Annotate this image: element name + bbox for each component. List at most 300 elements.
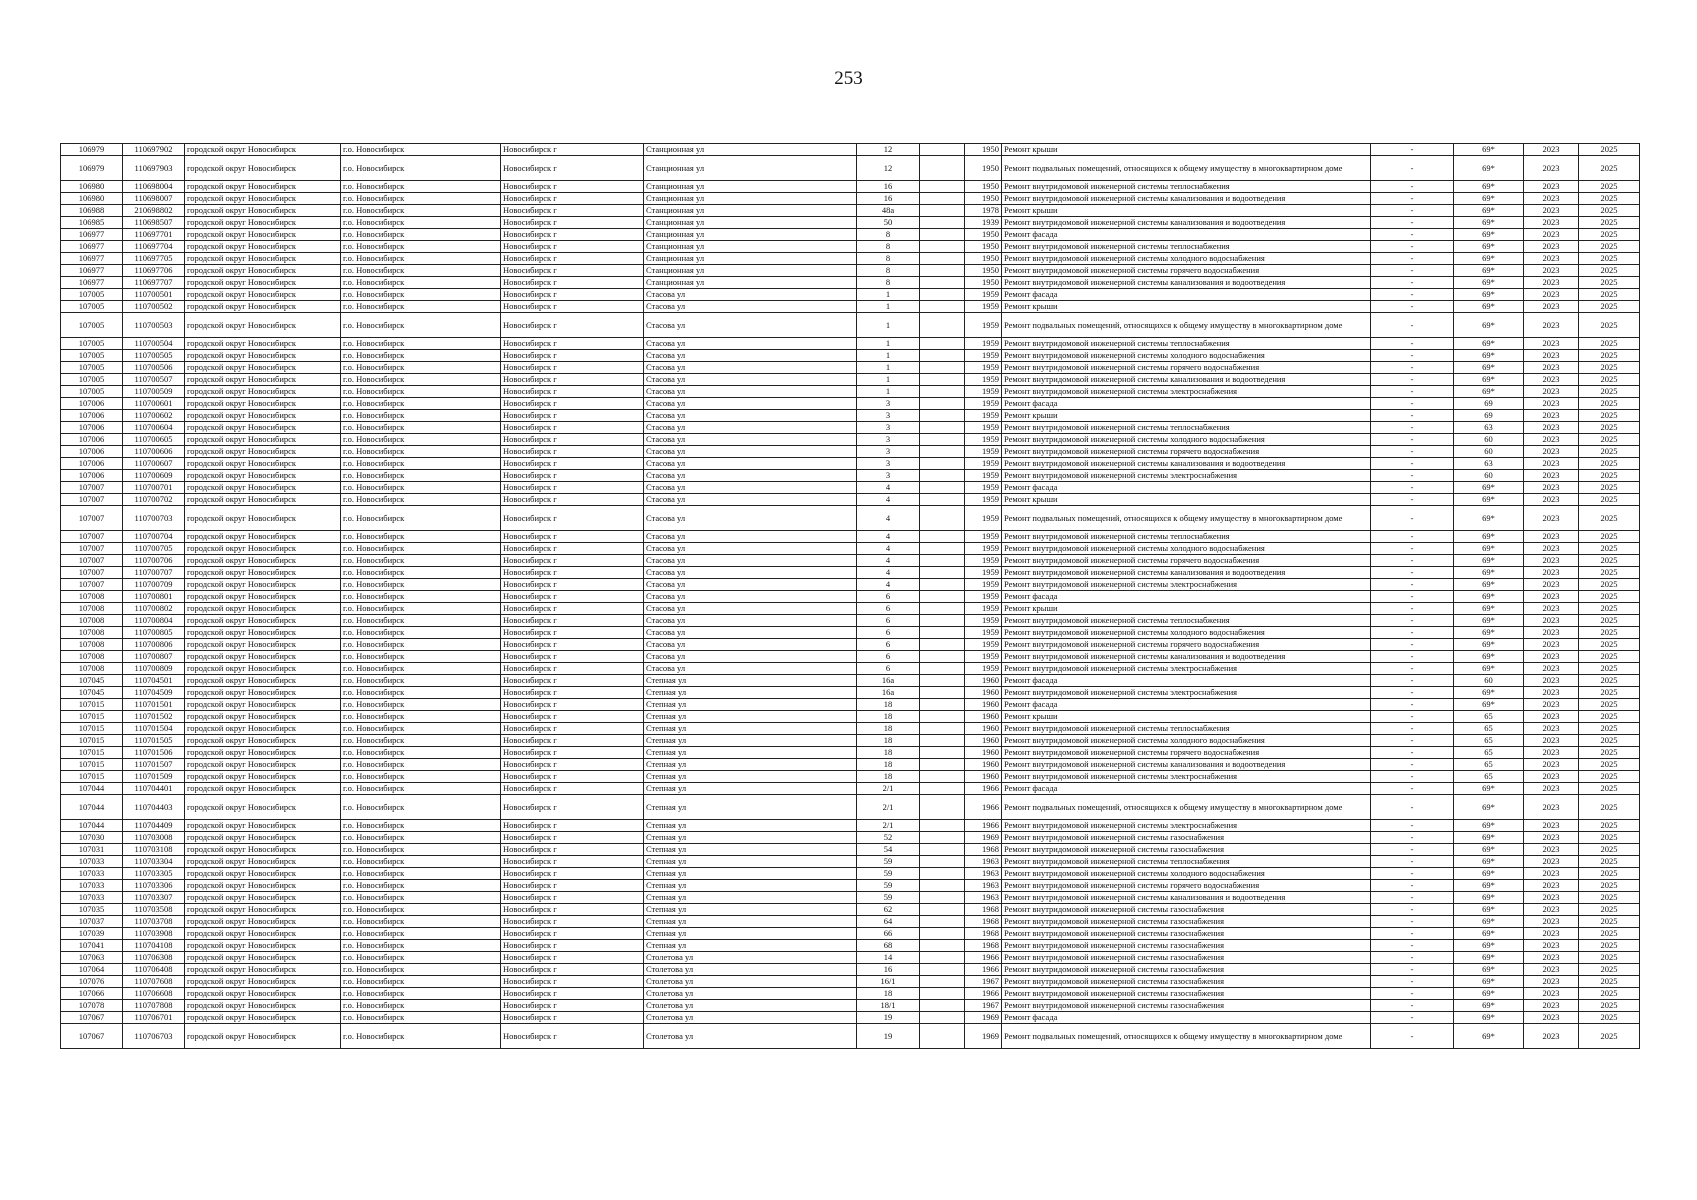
district-cell: городской округ Новосибирск [185,868,341,880]
district-cell: городской округ Новосибирск [185,386,341,398]
house-id-cell: 107007 [61,567,123,579]
street-cell: Стасова ул [644,651,857,663]
settlement-cell: г.о. Новосибирск [341,494,501,506]
end-year-cell: 2025 [1579,362,1640,374]
district-cell: городской округ Новосибирск [185,470,341,482]
building-cell [920,350,965,362]
district-cell: городской округ Новосибирск [185,916,341,928]
table-row [61,675,1640,687]
house-id-cell: 107007 [61,543,123,555]
district-cell: городской округ Новосибирск [185,567,341,579]
street-cell: Степная ул [644,892,857,904]
end-year-cell: 2025 [1579,1024,1640,1049]
start-year-cell: 2023 [1524,916,1579,928]
street-cell: Стасова ул [644,470,857,482]
start-year-cell: 2023 [1524,289,1579,301]
table-row [61,386,1640,398]
city-cell: Новосибирск г [501,663,644,675]
start-year-cell: 2023 [1524,434,1579,446]
table-row [61,711,1640,723]
end-year-cell: 2025 [1579,350,1640,362]
settlement-cell: г.о. Новосибирск [341,446,501,458]
start-year-cell: 2023 [1524,675,1579,687]
end-year-cell: 2025 [1579,494,1640,506]
city-cell: Новосибирск г [501,410,644,422]
house-id-cell: 107067 [61,1024,123,1049]
house-number-cell: 3 [857,410,920,422]
table-row [61,928,1640,940]
cost-cell: 69* [1454,832,1524,844]
table-row [61,506,1640,531]
start-year-cell: 2023 [1524,868,1579,880]
building-cell [920,229,965,241]
building-cell [920,193,965,205]
house-number-cell: 18 [857,759,920,771]
start-year-cell: 2023 [1524,1000,1579,1012]
end-year-cell: 2025 [1579,470,1640,482]
house-number-cell: 50 [857,217,920,229]
flag-cell: - [1371,759,1454,771]
house-number-cell: 2/1 [857,820,920,832]
work-type-cell: Ремонт фасада [1002,675,1371,687]
street-cell: Стасова ул [644,543,857,555]
flag-cell: - [1371,277,1454,289]
end-year-cell: 2025 [1579,422,1640,434]
street-cell: Стасова ул [644,494,857,506]
house-id-cell: 107006 [61,458,123,470]
city-cell: Новосибирск г [501,470,644,482]
house-id-cell: 107076 [61,976,123,988]
build-year-cell: 1959 [965,639,1002,651]
city-cell: Новосибирск г [501,844,644,856]
district-cell: городской округ Новосибирск [185,506,341,531]
table-row [61,735,1640,747]
work-code-cell: 110697706 [123,265,185,277]
street-cell: Столетова ул [644,1024,857,1049]
start-year-cell: 2023 [1524,555,1579,567]
building-cell [920,771,965,783]
cost-cell: 69* [1454,892,1524,904]
build-year-cell: 1968 [965,940,1002,952]
work-type-cell: Ремонт внутридомовой инженерной системы электроснабжения [1002,771,1371,783]
end-year-cell: 2025 [1579,458,1640,470]
start-year-cell: 2023 [1524,362,1579,374]
flag-cell: - [1371,952,1454,964]
flag-cell: - [1371,506,1454,531]
work-type-cell: Ремонт крыши [1002,711,1371,723]
flag-cell: - [1371,338,1454,350]
house-number-cell: 64 [857,916,920,928]
street-cell: Степная ул [644,880,857,892]
building-cell [920,253,965,265]
work-code-cell: 110704409 [123,820,185,832]
work-code-cell: 110701505 [123,735,185,747]
house-id-cell: 107007 [61,531,123,543]
house-id-cell: 107045 [61,687,123,699]
building-cell [920,181,965,193]
street-cell: Стасова ул [644,301,857,313]
house-number-cell: 16/1 [857,976,920,988]
table-row [61,434,1640,446]
building-cell [920,277,965,289]
settlement-cell: г.о. Новосибирск [341,892,501,904]
flag-cell: - [1371,723,1454,735]
end-year-cell: 2025 [1579,289,1640,301]
house-id-cell: 107037 [61,916,123,928]
cost-cell: 69* [1454,362,1524,374]
district-cell: городской округ Новосибирск [185,579,341,591]
table-row [61,555,1640,567]
end-year-cell: 2025 [1579,928,1640,940]
building-cell [920,892,965,904]
house-id-cell: 106979 [61,156,123,181]
end-year-cell: 2025 [1579,723,1640,735]
building-cell [920,988,965,1000]
end-year-cell: 2025 [1579,434,1640,446]
end-year-cell: 2025 [1579,988,1640,1000]
cost-cell: 69* [1454,627,1524,639]
cost-cell: 69* [1454,494,1524,506]
flag-cell: - [1371,494,1454,506]
work-code-cell: 110697902 [123,144,185,156]
settlement-cell: г.о. Новосибирск [341,506,501,531]
flag-cell: - [1371,422,1454,434]
start-year-cell: 2023 [1524,711,1579,723]
building-cell [920,916,965,928]
work-code-cell: 110703307 [123,892,185,904]
house-id-cell: 107007 [61,579,123,591]
street-cell: Станционная ул [644,193,857,205]
cost-cell: 69* [1454,289,1524,301]
start-year-cell: 2023 [1524,265,1579,277]
work-code-cell: 110700701 [123,482,185,494]
flag-cell: - [1371,362,1454,374]
start-year-cell: 2023 [1524,856,1579,868]
street-cell: Стасова ул [644,579,857,591]
settlement-cell: г.о. Новосибирск [341,988,501,1000]
table-row [61,362,1640,374]
building-cell [920,289,965,301]
end-year-cell: 2025 [1579,205,1640,217]
house-number-cell: 62 [857,904,920,916]
settlement-cell: г.о. Новосибирск [341,350,501,362]
house-number-cell: 3 [857,470,920,482]
flag-cell: - [1371,988,1454,1000]
cost-cell: 63 [1454,458,1524,470]
settlement-cell: г.о. Новосибирск [341,362,501,374]
house-number-cell: 59 [857,892,920,904]
street-cell: Стасова ул [644,458,857,470]
city-cell: Новосибирск г [501,651,644,663]
house-number-cell: 6 [857,627,920,639]
build-year-cell: 1959 [965,362,1002,374]
building-cell [920,506,965,531]
work-code-cell: 110706408 [123,964,185,976]
work-code-cell: 110703305 [123,868,185,880]
settlement-cell: г.о. Новосибирск [341,531,501,543]
work-type-cell: Ремонт внутридомовой инженерной системы газоснабжения [1002,916,1371,928]
cost-cell: 69* [1454,277,1524,289]
building-cell [920,940,965,952]
end-year-cell: 2025 [1579,338,1640,350]
city-cell: Новосибирск г [501,494,644,506]
building-cell [920,1024,965,1049]
cost-cell: 69* [1454,928,1524,940]
start-year-cell: 2023 [1524,156,1579,181]
house-number-cell: 1 [857,301,920,313]
house-id-cell: 107008 [61,615,123,627]
street-cell: Степная ул [644,916,857,928]
flag-cell: - [1371,687,1454,699]
work-type-cell: Ремонт внутридомовой инженерной системы теплоснабжения [1002,531,1371,543]
table-row [61,759,1640,771]
district-cell: городской округ Новосибирск [185,904,341,916]
build-year-cell: 1967 [965,1000,1002,1012]
flag-cell: - [1371,301,1454,313]
work-type-cell: Ремонт внутридомовой инженерной системы газоснабжения [1002,928,1371,940]
build-year-cell: 1959 [965,555,1002,567]
cost-cell: 69* [1454,639,1524,651]
city-cell: Новосибирск г [501,976,644,988]
end-year-cell: 2025 [1579,603,1640,615]
street-cell: Степная ул [644,783,857,795]
street-cell: Стасова ул [644,591,857,603]
flag-cell: - [1371,434,1454,446]
start-year-cell: 2023 [1524,964,1579,976]
flag-cell: - [1371,916,1454,928]
settlement-cell: г.о. Новосибирск [341,904,501,916]
building-cell [920,976,965,988]
city-cell: Новосибирск г [501,591,644,603]
work-code-cell: 110700704 [123,531,185,543]
table-row [61,229,1640,241]
work-code-cell: 110700702 [123,494,185,506]
cost-cell: 69* [1454,482,1524,494]
settlement-cell: г.о. Новосибирск [341,868,501,880]
work-code-cell: 110698004 [123,181,185,193]
start-year-cell: 2023 [1524,771,1579,783]
settlement-cell: г.о. Новосибирск [341,856,501,868]
work-code-cell: 110704403 [123,795,185,820]
work-type-cell: Ремонт подвальных помещений, относящихся к общему имуществу в многоквартирном доме [1002,156,1371,181]
settlement-cell: г.о. Новосибирск [341,663,501,675]
start-year-cell: 2023 [1524,1024,1579,1049]
settlement-cell: г.о. Новосибирск [341,627,501,639]
house-number-cell: 4 [857,494,920,506]
build-year-cell: 1950 [965,241,1002,253]
city-cell: Новосибирск г [501,458,644,470]
house-id-cell: 107005 [61,362,123,374]
table-row [61,482,1640,494]
house-number-cell: 16а [857,675,920,687]
house-number-cell: 1 [857,338,920,350]
start-year-cell: 2023 [1524,928,1579,940]
start-year-cell: 2023 [1524,892,1579,904]
work-code-cell: 110700602 [123,410,185,422]
house-id-cell: 107008 [61,627,123,639]
street-cell: Степная ул [644,735,857,747]
flag-cell: - [1371,217,1454,229]
house-number-cell: 6 [857,663,920,675]
street-cell: Стасова ул [644,446,857,458]
cost-cell: 69* [1454,241,1524,253]
build-year-cell: 1959 [965,386,1002,398]
building-cell [920,663,965,675]
work-type-cell: Ремонт фасада [1002,699,1371,711]
build-year-cell: 1966 [965,988,1002,1000]
work-type-cell: Ремонт фасада [1002,591,1371,603]
house-number-cell: 16а [857,687,920,699]
flag-cell: - [1371,675,1454,687]
start-year-cell: 2023 [1524,639,1579,651]
start-year-cell: 2023 [1524,663,1579,675]
work-type-cell: Ремонт внутридомовой инженерной системы холодного водоснабжения [1002,868,1371,880]
flag-cell: - [1371,446,1454,458]
build-year-cell: 1959 [965,482,1002,494]
city-cell: Новосибирск г [501,771,644,783]
table-row [61,856,1640,868]
flag-cell: - [1371,229,1454,241]
end-year-cell: 2025 [1579,699,1640,711]
end-year-cell: 2025 [1579,482,1640,494]
settlement-cell: г.о. Новосибирск [341,205,501,217]
end-year-cell: 2025 [1579,687,1640,699]
work-type-cell: Ремонт внутридомовой инженерной системы теплоснабжения [1002,723,1371,735]
house-id-cell: 107066 [61,988,123,1000]
start-year-cell: 2023 [1524,482,1579,494]
district-cell: городской округ Новосибирск [185,735,341,747]
start-year-cell: 2023 [1524,567,1579,579]
house-id-cell: 107015 [61,735,123,747]
build-year-cell: 1959 [965,338,1002,350]
start-year-cell: 2023 [1524,338,1579,350]
settlement-cell: г.о. Новосибирск [341,771,501,783]
repair-schedule-table [60,143,1640,1049]
flag-cell: - [1371,567,1454,579]
table-row [61,531,1640,543]
end-year-cell: 2025 [1579,976,1640,988]
district-cell: городской округ Новосибирск [185,856,341,868]
cost-cell: 69* [1454,916,1524,928]
house-id-cell: 107005 [61,313,123,338]
settlement-cell: г.о. Новосибирск [341,567,501,579]
cost-cell: 65 [1454,771,1524,783]
work-type-cell: Ремонт внутридомовой инженерной системы холодного водоснабжения [1002,627,1371,639]
cost-cell: 60 [1454,434,1524,446]
house-id-cell: 107007 [61,506,123,531]
end-year-cell: 2025 [1579,783,1640,795]
house-id-cell: 107007 [61,482,123,494]
cost-cell: 69* [1454,952,1524,964]
start-year-cell: 2023 [1524,531,1579,543]
build-year-cell: 1969 [965,1012,1002,1024]
settlement-cell: г.о. Новосибирск [341,940,501,952]
table-row [61,567,1640,579]
building-cell [920,362,965,374]
work-type-cell: Ремонт внутридомовой инженерной системы холодного водоснабжения [1002,350,1371,362]
house-number-cell: 59 [857,868,920,880]
build-year-cell: 1963 [965,892,1002,904]
work-type-cell: Ремонт внутридомовой инженерной системы газоснабжения [1002,964,1371,976]
settlement-cell: г.о. Новосибирск [341,241,501,253]
settlement-cell: г.о. Новосибирск [341,591,501,603]
work-type-cell: Ремонт внутридомовой инженерной системы теплоснабжения [1002,338,1371,350]
house-id-cell: 107033 [61,892,123,904]
cost-cell: 69 [1454,398,1524,410]
house-number-cell: 52 [857,832,920,844]
work-type-cell: Ремонт подвальных помещений, относящихся к общему имуществу в многоквартирном доме [1002,1024,1371,1049]
building-cell [920,856,965,868]
table-row [61,639,1640,651]
work-type-cell: Ремонт крыши [1002,144,1371,156]
settlement-cell: г.о. Новосибирск [341,820,501,832]
house-number-cell: 2/1 [857,783,920,795]
flag-cell: - [1371,868,1454,880]
cost-cell: 69* [1454,253,1524,265]
work-code-cell: 110700703 [123,506,185,531]
house-number-cell: 1 [857,289,920,301]
build-year-cell: 1950 [965,193,1002,205]
house-number-cell: 2/1 [857,795,920,820]
build-year-cell: 1959 [965,301,1002,313]
work-type-cell: Ремонт внутридомовой инженерной системы канализования и водоотведения [1002,759,1371,771]
settlement-cell: г.о. Новосибирск [341,156,501,181]
city-cell: Новосибирск г [501,374,644,386]
district-cell: городской округ Новосибирск [185,952,341,964]
table-row [61,904,1640,916]
start-year-cell: 2023 [1524,747,1579,759]
city-cell: Новосибирск г [501,1012,644,1024]
cost-cell: 69* [1454,603,1524,615]
cost-cell: 69* [1454,1012,1524,1024]
cost-cell: 69* [1454,820,1524,832]
building-cell [920,723,965,735]
settlement-cell: г.о. Новосибирск [341,783,501,795]
settlement-cell: г.о. Новосибирск [341,651,501,663]
street-cell: Стасова ул [644,422,857,434]
street-cell: Степная ул [644,687,857,699]
cost-cell: 69* [1454,506,1524,531]
house-number-cell: 12 [857,144,920,156]
work-type-cell: Ремонт фасада [1002,1012,1371,1024]
building-cell [920,301,965,313]
building-cell [920,422,965,434]
build-year-cell: 1966 [965,820,1002,832]
start-year-cell: 2023 [1524,591,1579,603]
end-year-cell: 2025 [1579,506,1640,531]
work-type-cell: Ремонт внутридомовой инженерной системы канализования и водоотведения [1002,374,1371,386]
start-year-cell: 2023 [1524,795,1579,820]
start-year-cell: 2023 [1524,699,1579,711]
flag-cell: - [1371,350,1454,362]
end-year-cell: 2025 [1579,1012,1640,1024]
build-year-cell: 1959 [965,579,1002,591]
building-cell [920,615,965,627]
end-year-cell: 2025 [1579,579,1640,591]
work-type-cell: Ремонт фасада [1002,398,1371,410]
table-row [61,820,1640,832]
end-year-cell: 2025 [1579,952,1640,964]
work-code-cell: 110700501 [123,289,185,301]
house-id-cell: 106977 [61,241,123,253]
build-year-cell: 1960 [965,747,1002,759]
work-code-cell: 110700502 [123,301,185,313]
house-number-cell: 1 [857,374,920,386]
house-number-cell: 16 [857,181,920,193]
table-row [61,1000,1640,1012]
building-cell [920,555,965,567]
table-row [61,301,1640,313]
